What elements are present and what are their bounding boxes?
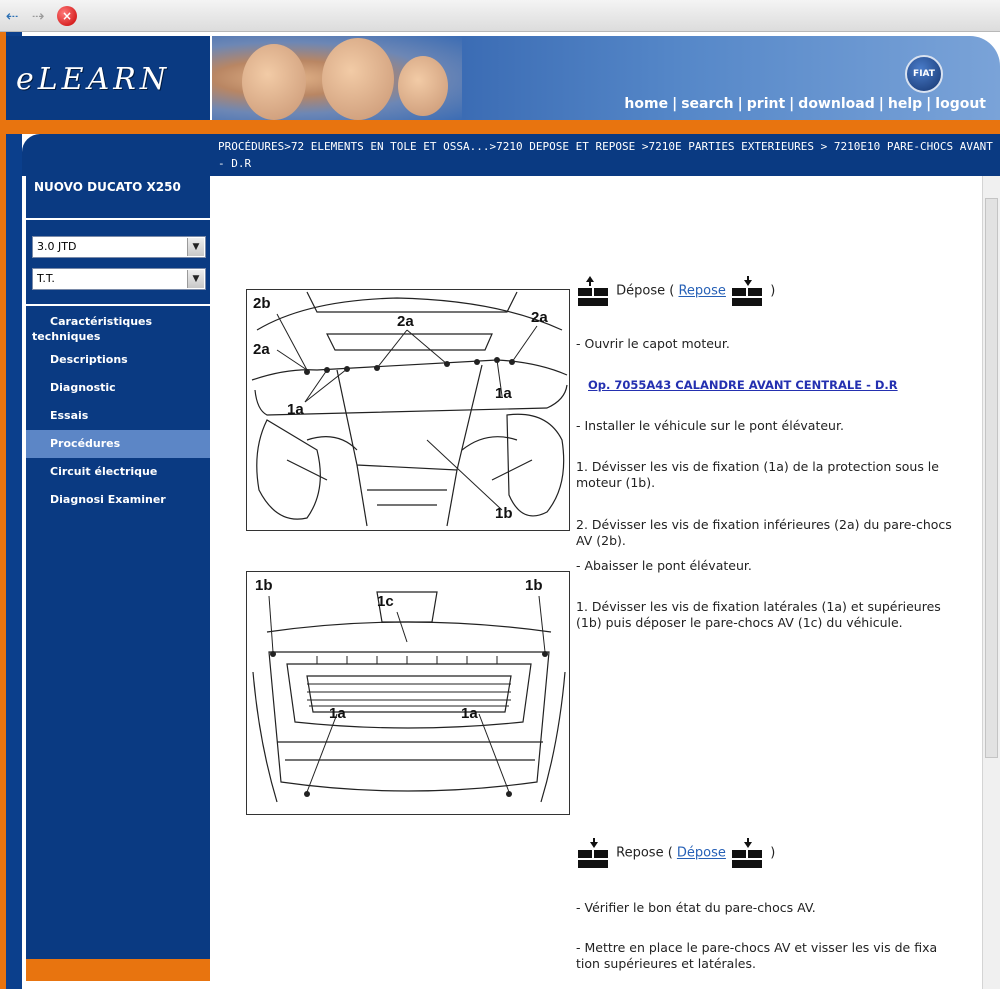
callout-1b: 1b xyxy=(525,577,543,594)
op-link-wrapper xyxy=(588,377,968,393)
removal-tools-icon xyxy=(576,274,612,308)
diagram-front-bumper xyxy=(246,571,570,815)
main-content xyxy=(212,176,982,989)
version-select[interactable] xyxy=(32,268,206,290)
vehicle-title: NUOVO DUCATO X250 xyxy=(34,180,181,194)
nav-help[interactable]: help xyxy=(887,96,923,112)
chevron-down-icon[interactable]: ▼ xyxy=(187,270,204,288)
back-arrow-icon[interactable]: ⇠ xyxy=(5,7,19,25)
callout-1a: 1a xyxy=(287,401,304,418)
repose-close: ) xyxy=(770,845,776,861)
nav-download[interactable]: download xyxy=(798,96,875,112)
op-calandre-link[interactable]: Op. 7055A43 CALANDRE AVANT CENTRALE - D.R xyxy=(588,378,898,392)
nav-search[interactable]: search xyxy=(681,96,734,112)
chevron-down-icon[interactable]: ▼ xyxy=(187,238,204,256)
install-tools-icon xyxy=(730,274,766,308)
repose-title: Repose ( xyxy=(616,845,673,861)
nav-print[interactable]: print xyxy=(746,96,786,112)
step-open-hood: - Ouvrir le capot moteur. xyxy=(576,336,730,351)
sidebar-item-diagnostic[interactable]: Diagnostic xyxy=(50,381,116,394)
forward-arrow-icon[interactable]: ⇢ xyxy=(31,7,45,25)
depose-title: Dépose ( xyxy=(616,283,675,299)
stop-icon[interactable]: × xyxy=(57,6,77,26)
breadcrumb[interactable]: PROCÉDURES>72 ELEMENTS EN TOLE ET OSSA...>7210 DEPOSE ET REPOSE >7210E PARTIES EXTERIEURES > 7210E10 PARE-CHOCS AVANT - D.R xyxy=(218,140,993,170)
depose-close: ) xyxy=(770,283,776,299)
callout-2a: 2a xyxy=(253,341,270,358)
step-lift-vehicle: - Installer le véhicule sur le pont élévateur. xyxy=(576,418,844,433)
step-fit-bumper: - Mettre en place le pare-chocs AV et visser les vis de fixa tion supérieures et latérales. xyxy=(576,940,938,971)
repose-link[interactable]: Repose xyxy=(678,283,726,299)
engine-select-value: 3.0 JTD xyxy=(37,240,77,253)
header-photo xyxy=(212,36,462,120)
version-select-value: T.T. xyxy=(37,272,55,285)
sidebar-item-caracteristiques[interactable]: Caractéristiques techniques xyxy=(32,315,153,343)
step-lower-lift: - Abaisser le pont élévateur. xyxy=(576,558,752,573)
callout-1b: 1b xyxy=(495,505,513,522)
sidebar-item-descriptions[interactable]: Descriptions xyxy=(50,353,128,366)
sidebar-footer xyxy=(26,959,210,981)
nav-home[interactable]: home xyxy=(624,96,669,112)
frame-strip xyxy=(6,32,22,989)
step-unscrew-2a: 2. Dévisser les vis de fixation inférieures (2a) du pare-chocs AV (2b). xyxy=(576,517,952,548)
sidebar-top xyxy=(22,134,210,176)
vertical-scrollbar[interactable] xyxy=(982,176,1000,989)
callout-1a: 1a xyxy=(461,705,478,722)
engine-select[interactable] xyxy=(32,236,206,258)
install-tools-icon xyxy=(730,836,766,870)
elearn-logo: eLEARN xyxy=(16,62,171,97)
sidebar-item-essais[interactable]: Essais xyxy=(50,409,89,422)
top-nav: home | search | print | download | help | logout xyxy=(624,96,986,112)
logo-area xyxy=(6,36,210,120)
sidebar-item-diagnosi[interactable]: Diagnosi Examiner xyxy=(50,493,166,506)
repose-heading xyxy=(576,836,956,870)
sidebar-item-procedures[interactable]: Procédures xyxy=(26,430,210,458)
nav-logout[interactable]: logout xyxy=(935,96,986,112)
callout-1a: 1a xyxy=(495,385,512,402)
callout-1b: 1b xyxy=(255,577,273,594)
browser-toolbar xyxy=(0,0,1000,32)
step-remove-bumper: 1. Dévisser les vis de fixation latérales (1a) et supérieures (1b) puis déposer le pare-chocs AV (1c) du véhicule. xyxy=(576,599,941,630)
callout-2b: 2b xyxy=(253,295,271,312)
callout-1c: 1c xyxy=(377,593,394,610)
step-unscrew-1a: 1. Dévisser les vis de fixation (1a) de la protection sous le moteur (1b). xyxy=(576,459,939,490)
brand-badge-icon: FIAT xyxy=(905,55,943,93)
selector-panel xyxy=(26,218,210,304)
diagram-underbody xyxy=(246,289,570,531)
callout-2a: 2a xyxy=(397,313,414,330)
step-check-bumper: - Vérifier le bon état du pare-chocs AV. xyxy=(576,900,816,915)
sidebar-header xyxy=(26,176,210,218)
breadcrumb-bar xyxy=(210,134,1000,176)
depose-link[interactable]: Dépose xyxy=(676,845,726,861)
scrollbar-thumb[interactable] xyxy=(985,198,998,758)
sidebar-item-circuit[interactable]: Circuit électrique xyxy=(50,465,158,478)
callout-1a: 1a xyxy=(329,705,346,722)
sidebar-menu xyxy=(26,304,210,959)
depose-heading xyxy=(576,274,956,308)
header-divider xyxy=(6,120,1000,134)
install-tools-icon xyxy=(576,836,612,870)
callout-2a: 2a xyxy=(531,309,548,326)
